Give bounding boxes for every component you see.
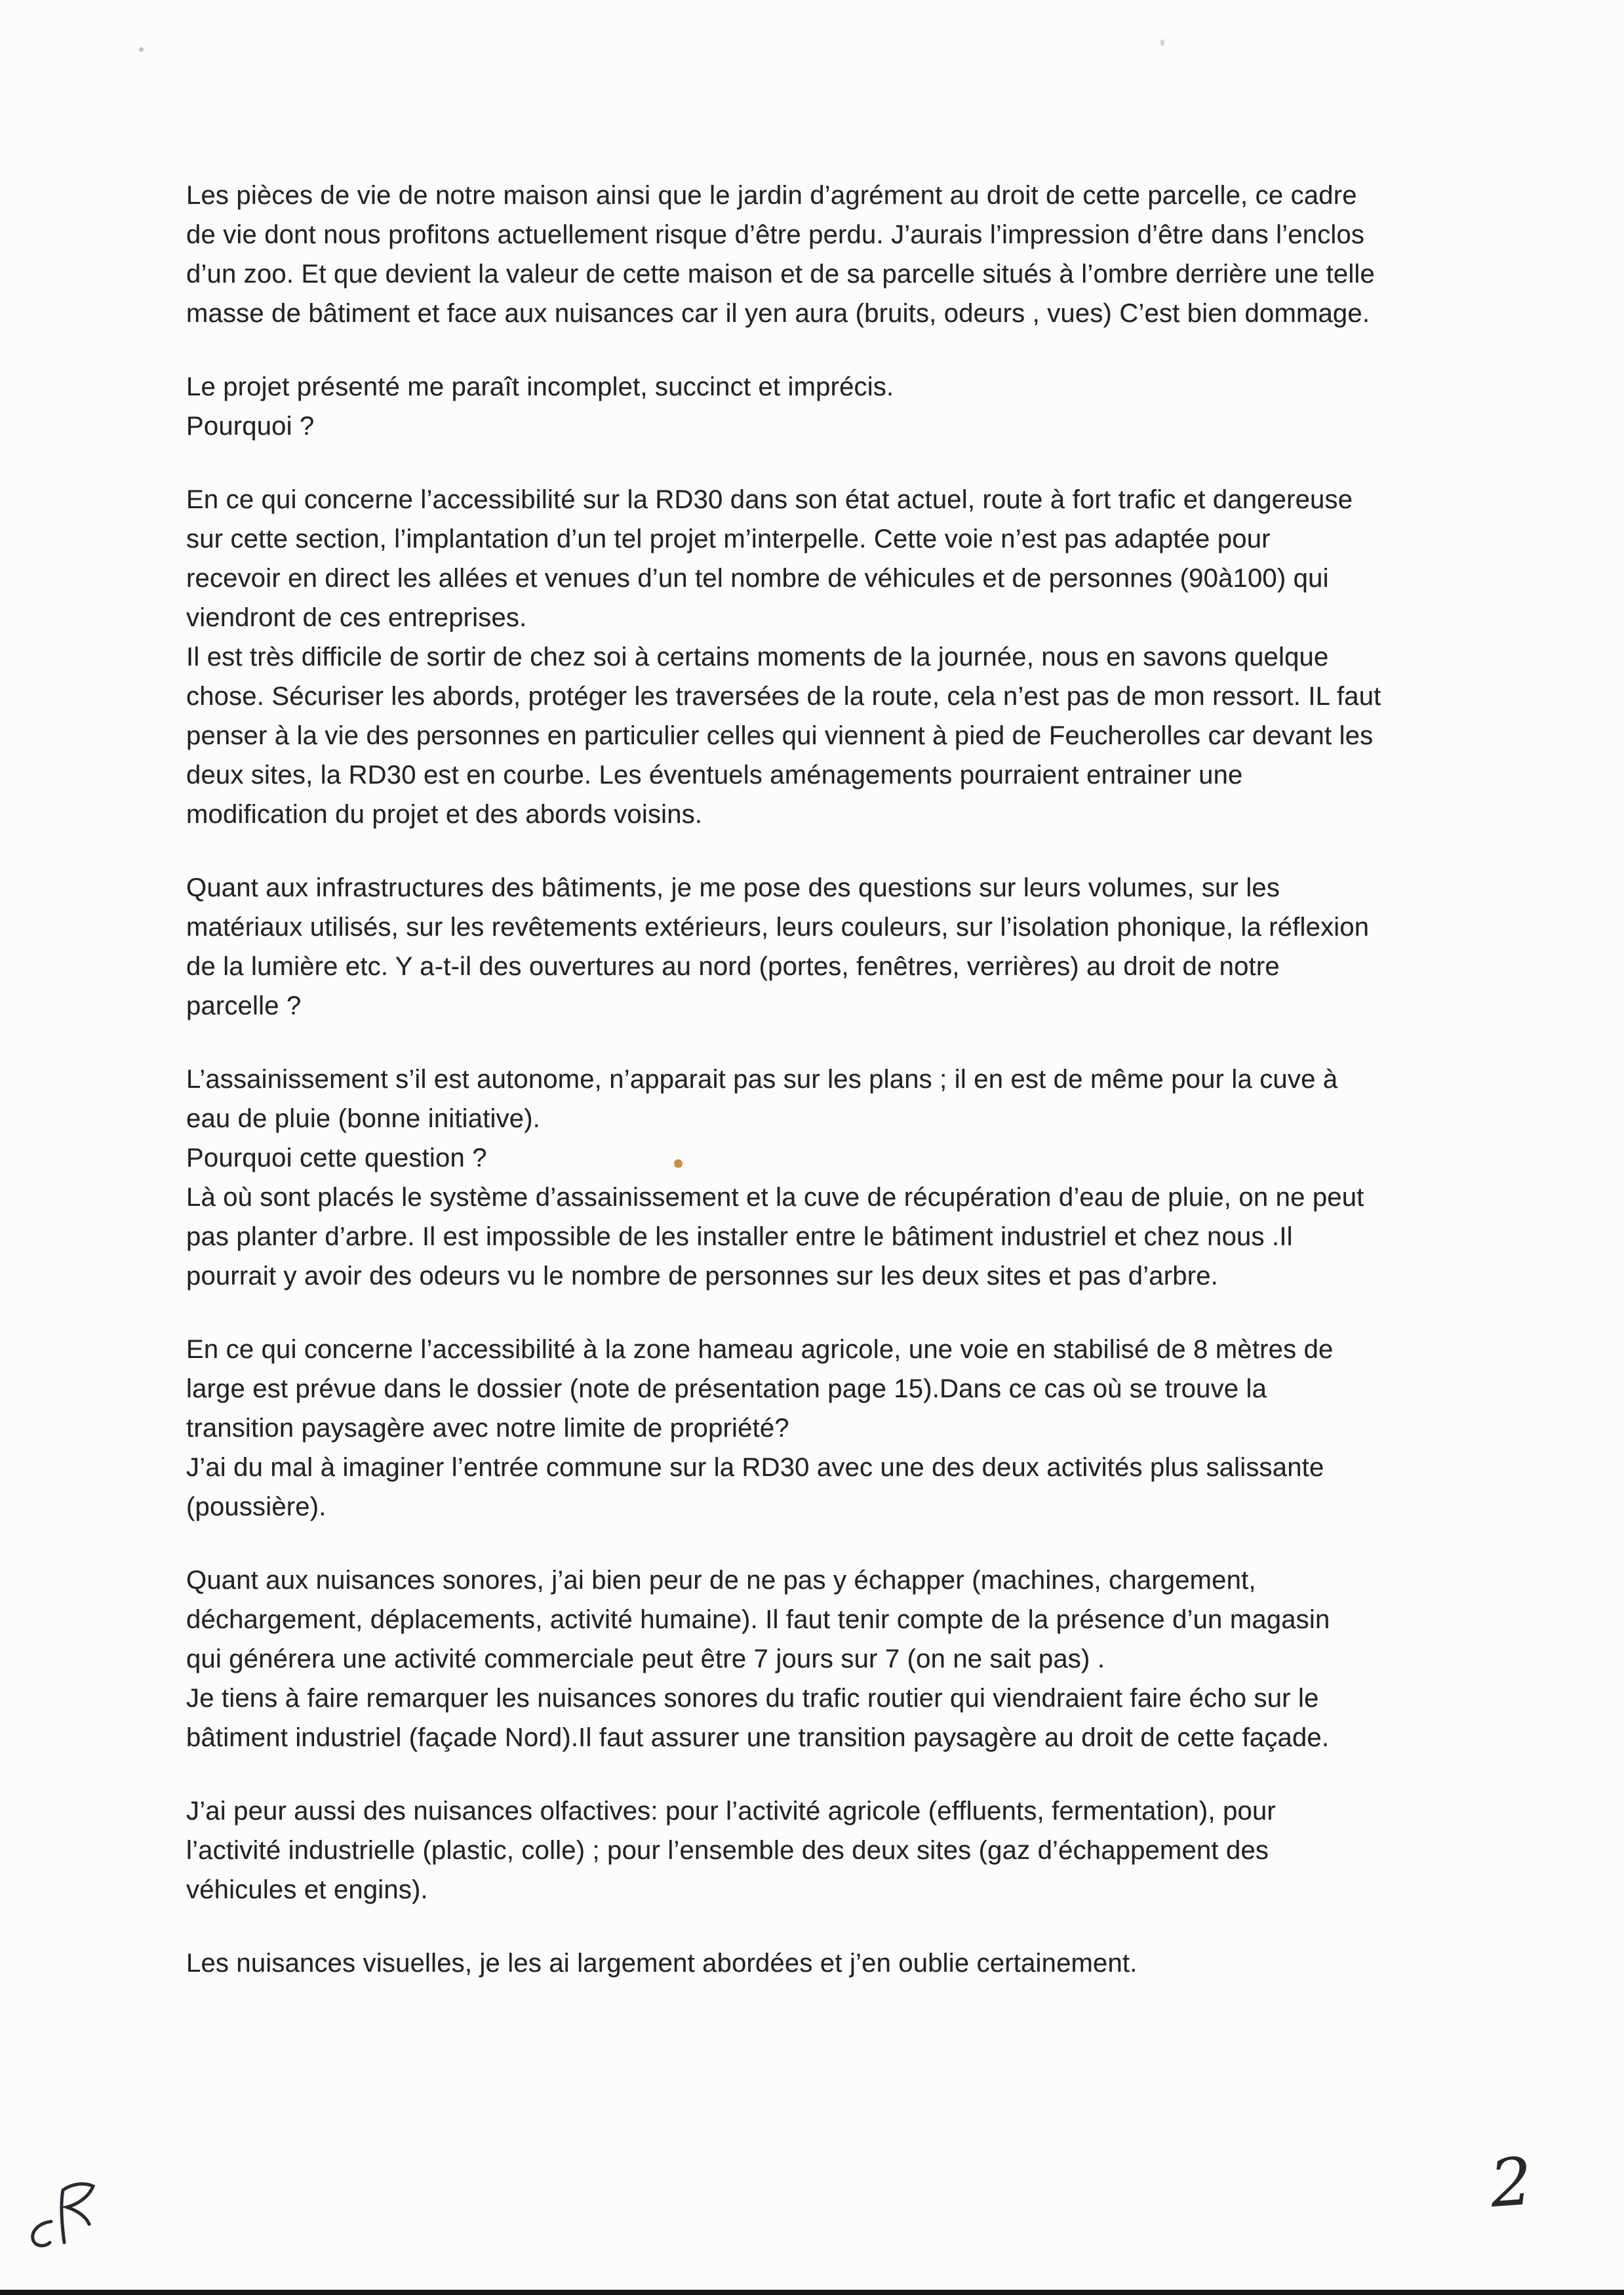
text-line: Je tiens à faire remarquer les nuisances sonores du trafic routier qui viendraient faire écho sur le — [186, 1684, 1319, 1713]
text-line: viendront de ces entreprises. — [186, 603, 527, 632]
paragraph — [186, 1561, 1438, 1757]
text-line: transition paysagère avec notre limite de propriété? — [186, 1414, 789, 1443]
text-line: véhicules et engins). — [186, 1875, 428, 1904]
text-line: chose. Sécuriser les abords, protéger les traversées de la route, cela n’est pas de mon ressort. IL faut — [186, 682, 1381, 711]
text-line: En ce qui concerne l’accessibilité sur la RD30 dans son état actuel, route à fort trafic et dangereuse — [186, 485, 1353, 514]
paragraph — [186, 1791, 1438, 1909]
scan-edge-line — [0, 2290, 1624, 2295]
handwritten-corner-scribble — [26, 2144, 118, 2249]
text-line: d’un zoo. Et que devient la valeur de cette maison et de sa parcelle situés à l’ombre derrière une telle — [186, 260, 1375, 289]
text-line: J’ai peur aussi des nuisances olfactives: pour l’activité agricole (effluents, fermentation), pour — [186, 1797, 1276, 1826]
text-line: eau de pluie (bonne initiative). — [186, 1104, 541, 1133]
text-line: Les nuisances visuelles, je les ai largement abordées et j’en oublie certainement. — [186, 1949, 1138, 1978]
text-line: J’ai du mal à imaginer l’entrée commune sur la RD30 avec une des deux activités plus salissante — [186, 1453, 1324, 1482]
handwritten-page-number: 2 — [1488, 2142, 1535, 2223]
text-line: Le projet présenté me paraît incomplet, succinct et imprécis. — [186, 372, 894, 401]
text-line: de la lumière etc. Y a-t-il des ouvertures au nord (portes, fenêtres, verrières) au droit de notre — [186, 952, 1280, 981]
document-body — [186, 176, 1438, 2017]
text-line: Quant aux nuisances sonores, j’ai bien peur de ne pas y échapper (machines, chargement, — [186, 1566, 1256, 1595]
text-line: recevoir en direct les allées et venues d’un tel nombre de véhicules et de personnes (90à100) qui — [186, 564, 1329, 593]
text-line: Pourquoi ? — [186, 412, 315, 441]
text-line: pourrait y avoir des odeurs vu le nombre de personnes sur les deux sites et pas d’arbre. — [186, 1262, 1218, 1290]
text-line: masse de bâtiment et face aux nuisances car il yen aura (bruits, odeurs , vues) C’est bien dommage. — [186, 299, 1370, 328]
paragraph — [186, 1330, 1438, 1527]
text-line: L’assainissement s’il est autonome, n’apparait pas sur les plans ; il en est de même pour la cuve à — [186, 1065, 1338, 1094]
paragraph — [186, 367, 1438, 446]
text-line: matériaux utilisés, sur les revêtements extérieurs, leurs couleurs, sur l’isolation phonique, la réflexion — [186, 913, 1370, 942]
text-line: de vie dont nous profitons actuellement risque d’être perdu. J’aurais l’impression d’être dans l’enclos — [186, 220, 1365, 249]
orange-pen-mark — [674, 1159, 683, 1168]
text-line: Les pièces de vie de notre maison ainsi que le jardin d’agrément au droit de cette parcelle, ce cadre — [186, 181, 1357, 210]
text-line: penser à la vie des personnes en particulier celles qui viennent à pied de Feucherolles car devant les — [186, 721, 1374, 750]
text-line: parcelle ? — [186, 991, 302, 1020]
text-line: large est prévue dans le dossier (note de présentation page 15).Dans ce cas où se trouve la — [186, 1374, 1267, 1403]
paragraph — [186, 176, 1438, 333]
text-line: l’activité industrielle (plastic, colle) ; pour l’ensemble des deux sites (gaz d’échappement des — [186, 1836, 1269, 1865]
text-line: Pourquoi cette question ? — [186, 1144, 487, 1172]
text-line: Quant aux infrastructures des bâtiments, je me pose des questions sur leurs volumes, sur les — [186, 873, 1280, 902]
text-line: sur cette section, l’implantation d’un tel projet m’interpelle. Cette voie n’est pas adaptée pour — [186, 525, 1271, 553]
text-line: (poussière). — [186, 1492, 327, 1521]
text-line: Il est très difficile de sortir de chez soi à certains moments de la journée, nous en savons quelque — [186, 643, 1329, 671]
text-line: pas planter d’arbre. Il est impossible de les installer entre le bâtiment industriel et chez nous .Il — [186, 1222, 1293, 1251]
scan-speck — [1160, 39, 1164, 46]
paragraph — [186, 1060, 1438, 1296]
text-line: deux sites, la RD30 est en courbe. Les éventuels aménagements pourraient entrainer une — [186, 761, 1243, 789]
text-line: bâtiment industriel (façade Nord).Il faut assurer une transition paysagère au droit de cette façade. — [186, 1723, 1330, 1752]
paragraph — [186, 480, 1438, 834]
text-line: déchargement, déplacements, activité humaine). Il faut tenir compte de la présence d’un magasin — [186, 1605, 1330, 1634]
paragraph — [186, 1944, 1438, 1983]
text-line: En ce qui concerne l’accessibilité à la zone hameau agricole, une voie en stabilisé de 8 mètres de — [186, 1335, 1334, 1364]
text-line: Là où sont placés le système d’assainissement et la cuve de récupération d’eau de pluie, on ne peut — [186, 1183, 1364, 1212]
text-line: qui générera une activité commerciale peut être 7 jours sur 7 (on ne sait pas) . — [186, 1645, 1105, 1673]
scan-speck — [139, 47, 144, 52]
text-line: modification du projet et des abords voisins. — [186, 800, 703, 829]
paragraph — [186, 868, 1438, 1026]
